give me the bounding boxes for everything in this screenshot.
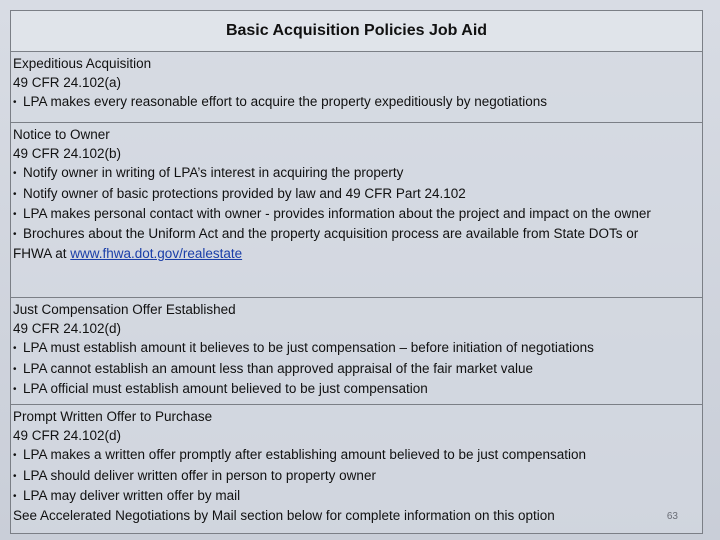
bullet-item: • Notify owner in writing of LPA’s interest in acquiring the property: [13, 163, 702, 183]
bullet-icon: •: [13, 343, 17, 355]
section-heading: Expeditious Acquisition: [13, 56, 152, 71]
section-citation: 49 CFR 24.102(b): [13, 146, 122, 162]
bullet-icon: •: [13, 363, 17, 375]
bullet-item: • LPA makes every reasonable effort to acquire the property expeditiously by negotiations: [13, 92, 702, 112]
section-notice-to-owner: [11, 123, 702, 298]
bullet-item: • Notify owner of basic protections provided by law and 49 CFR Part 24.102: [13, 184, 702, 204]
realestate-link[interactable]: www.fhwa.dot.gov/realestate: [70, 246, 243, 262]
page-number: 63: [666, 511, 678, 522]
bullet-icon: •: [13, 208, 17, 220]
section-just-compensation: [11, 298, 702, 405]
section-citation: 49 CFR 24.102(d): [13, 428, 122, 444]
section-expeditious-acquisition: [11, 52, 702, 123]
bullet-item: • LPA should deliver written offer in person to property owner: [13, 466, 702, 486]
section-heading: Prompt Written Offer to Purchase: [13, 409, 213, 424]
section-heading: Notice to Owner: [13, 127, 110, 142]
bullet-icon: •: [13, 97, 17, 109]
bullet-item: • LPA cannot establish an amount less than approved appraisal of the fair market value: [13, 359, 702, 379]
bullet-item: • LPA official must establish amount believed to be just compensation: [13, 379, 702, 399]
bullet-item: • Brochures about the Uniform Act and the property acquisition process are available from State DOTs or FHWA at www.fhwa.dot.gov/realestate: [13, 226, 639, 262]
bullet-item: • LPA may deliver written offer by mail: [13, 486, 702, 506]
section-heading: Just Compensation Offer Established: [13, 302, 236, 317]
bullet-icon: •: [13, 470, 17, 482]
bullet-icon: •: [13, 229, 17, 241]
bullet-item: • LPA must establish amount it believes to be just compensation – before initiation of negotiations: [13, 338, 702, 358]
section-note: See Accelerated Negotiations by Mail section below for complete information on this option: [13, 508, 555, 524]
bullet-icon: •: [13, 490, 17, 502]
bullet-icon: •: [13, 450, 17, 462]
page-title: Basic Acquisition Policies Job Aid: [225, 22, 488, 39]
section-citation: 49 CFR 24.102(d): [13, 321, 122, 337]
bullet-item: • LPA makes personal contact with owner - provides information about the project and impact on the owner: [13, 204, 678, 224]
bullet-item: • LPA makes a written offer promptly after establishing amount believed to be just compensation: [13, 445, 702, 465]
table-header: [11, 11, 702, 52]
bullet-icon: •: [13, 188, 17, 200]
section-citation: 49 CFR 24.102(a): [13, 75, 122, 91]
bullet-icon: •: [13, 168, 17, 180]
bullet-icon: •: [13, 383, 17, 395]
job-aid-table: [10, 10, 703, 534]
section-prompt-written-offer: [11, 405, 702, 533]
